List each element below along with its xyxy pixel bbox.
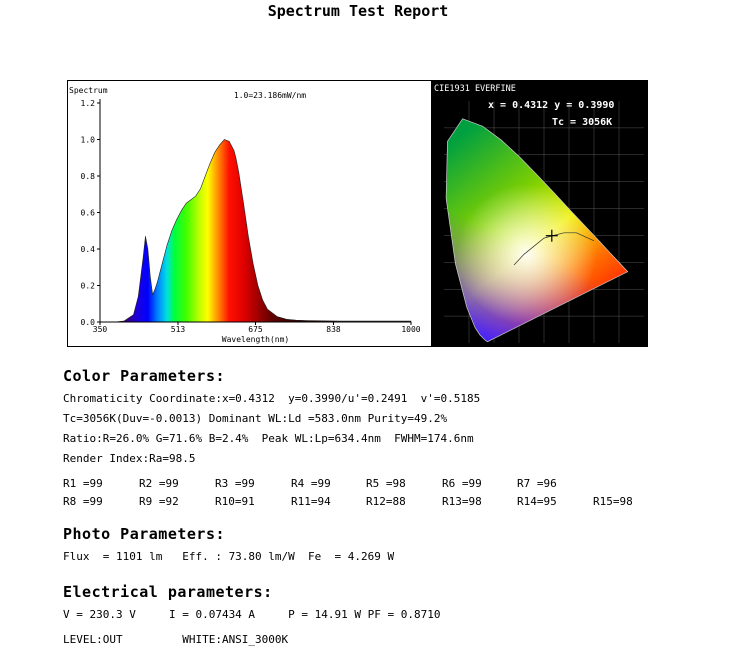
cie-diagram-panel <box>431 81 648 346</box>
x-tick-label: 675 <box>248 325 263 334</box>
x-tick-label: 350 <box>92 325 108 334</box>
elec-line: V = 230.3 V I = 0.07434 A P = 14.91 W PF = 0.8710 <box>63 608 441 621</box>
cie-spectral-locus <box>446 119 628 342</box>
spectrum-chart <box>68 81 430 346</box>
cie-title: CIE1931 EVERFINE <box>434 84 516 94</box>
y-tick-label: 0.8 <box>80 172 95 181</box>
r-value: R2 =99 <box>139 477 179 490</box>
r-value: R9 =92 <box>139 495 179 508</box>
photo-params-heading: Photo Parameters: <box>63 525 226 543</box>
r-value: R11=94 <box>291 495 331 508</box>
report-title: Spectrum Test Report <box>267 2 449 20</box>
x-tick-label: 1000 <box>401 325 421 334</box>
x-tick-label: 513 <box>170 325 186 334</box>
cie-xy-readout: x = 0.4312 y = 0.3990 <box>488 100 615 111</box>
y-tick-label: 1.0 <box>80 135 95 145</box>
chart-panel <box>67 80 648 347</box>
cie-tc-readout: Tc = 3056K <box>552 117 613 128</box>
color-params-heading: Color Parameters: <box>63 367 226 385</box>
level-line: LEVEL:OUT WHITE:ANSI_3000K <box>63 633 289 646</box>
x-tick-label: 838 <box>326 325 341 334</box>
spectrum-scale-annotation: 1.0=23.186mW/nm <box>233 91 307 100</box>
r-value: R5 =98 <box>366 477 406 490</box>
r-value: R10=91 <box>215 495 255 508</box>
y-tick-label: 0.6 <box>80 208 95 218</box>
r-value: R14=95 <box>517 495 557 508</box>
y-tick-label: 0.0 <box>80 318 95 327</box>
r-value: R15=98 <box>593 495 633 508</box>
spectrum-area <box>100 140 411 323</box>
cie-diagram <box>432 81 648 346</box>
ratio-line: Ratio:R=26.0% G=71.6% B=2.4% Peak WL:Lp=634.4nm FWHM=174.6nm <box>63 432 474 445</box>
r-value: R8 =99 <box>63 495 103 508</box>
x-axis-label: Wavelength(nm) <box>221 335 290 344</box>
r-value: R1 =99 <box>63 477 103 490</box>
chromaticity-line: Chromaticity Coordinate:x=0.4312 y=0.3990/u'=0.2491 v'=0.5185 <box>63 392 481 405</box>
elec-params-heading: Electrical parameters: <box>63 583 273 601</box>
photo-line: Flux = 1101 lm Eff. : 73.80 lm/W Fe = 4.269 W <box>63 550 395 563</box>
r-value: R4 =99 <box>291 477 331 490</box>
tc-line: Tc=3056K(Duv=-0.0013) Dominant WL:Ld =583.0nm Purity=49.2% <box>63 412 448 425</box>
y-tick-label: 1.2 <box>80 99 95 108</box>
render-index-line: Render Index:Ra=98.5 <box>63 452 196 465</box>
r-value: R7 =96 <box>517 477 557 490</box>
r-value: R12=88 <box>366 495 406 508</box>
r-value: R3 =99 <box>215 477 255 490</box>
spectrum-title: Spectrum <box>69 86 108 95</box>
r-value: R13=98 <box>442 495 482 508</box>
y-tick-label: 0.2 <box>80 281 95 291</box>
y-tick-label: 0.4 <box>80 245 95 254</box>
r-value: R6 =99 <box>442 477 482 490</box>
